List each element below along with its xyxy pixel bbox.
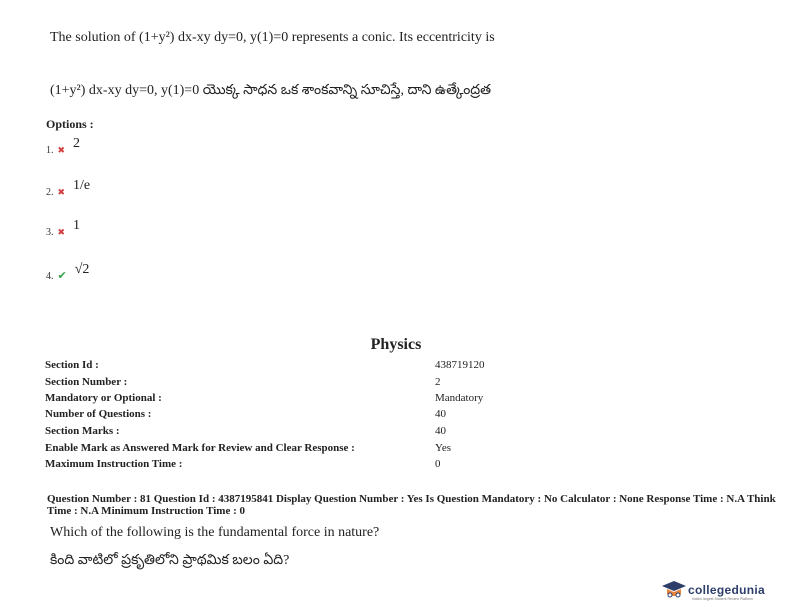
number-of-questions-value: 40: [435, 408, 446, 420]
option-3: [46, 218, 81, 240]
option-2: [46, 178, 91, 200]
mandatory-label: Mandatory or Optional :: [45, 392, 162, 404]
next-question-text-telugu: కింది వాటిలో ప్రకృతిలోని ప్రాథమిక బలం ఏది?: [50, 553, 290, 568]
section-marks-value: 40: [435, 425, 446, 437]
option-value: 2: [73, 136, 81, 151]
section-number-value: 2: [435, 376, 441, 388]
check-icon: ✔: [57, 270, 67, 282]
next-question-text-english: Which of the following is the fundamental force in nature?: [50, 525, 380, 540]
option-1: [46, 136, 81, 158]
question-meta: Question Number : 81 Question Id : 4387195841 Display Question Number : Yes Is Question Mandatory : No Calculator : None Response Time : N.A Think Time : N.A Minimum Instruction Time : 0: [47, 493, 776, 517]
question-text-telugu: (1+y²) dx-xy dy=0, y(1)=0 యొక్క సాధన ఒక శాంకవాన్ని సూచిస్తే, దాని ఉత్కేంద్రత: [50, 83, 492, 98]
section-id-value: 438719120: [435, 359, 485, 371]
options-heading: Options :: [46, 117, 94, 131]
mandatory-value: Mandatory: [435, 392, 484, 404]
number-of-questions-label: Number of Questions :: [45, 408, 152, 420]
graduation-cap-icon: [660, 580, 688, 600]
section-number-label: Section Number :: [45, 376, 128, 388]
enable-mark-label: Enable Mark as Answered Mark for Review and Clear Response :: [45, 442, 355, 454]
cross-icon: ✖: [57, 227, 66, 237]
collegedunia-logo: [660, 580, 765, 600]
max-instruction-time-label: Maximum Instruction Time :: [45, 458, 183, 470]
option-value: √2: [74, 262, 90, 277]
option-number: 4.: [46, 271, 54, 282]
max-instruction-time-value: 0: [435, 458, 441, 470]
section-marks-label: Section Marks :: [45, 425, 120, 437]
option-value: 1: [73, 218, 81, 233]
question-text-english: The solution of (1+y²) dx-xy dy=0, y(1)=0 represents a conic. Its eccentricity is: [50, 30, 495, 45]
section-id-label: Section Id :: [45, 359, 99, 371]
enable-mark-value: Yes: [435, 442, 452, 454]
option-value: 1/e: [73, 178, 91, 193]
option-4: [46, 262, 90, 284]
logo-tagline: India's largest Student Review Platform: [692, 597, 753, 601]
logo-text: collegedunia: [688, 583, 765, 597]
option-number: 3.: [46, 227, 54, 238]
option-number: 2.: [46, 187, 54, 198]
cross-icon: ✖: [57, 187, 66, 197]
section-title: Physics: [370, 336, 422, 353]
option-number: 1.: [46, 145, 54, 156]
cross-icon: ✖: [57, 145, 66, 155]
